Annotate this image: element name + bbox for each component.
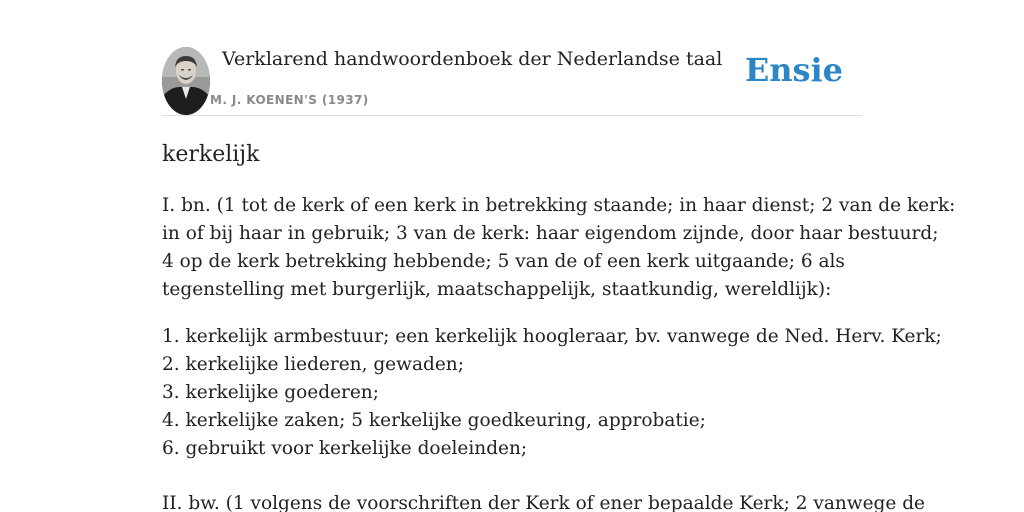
author-label: M. J. KOENEN'S (1937) — [210, 93, 369, 107]
example-item: 3. kerkelijke goederen; — [162, 382, 379, 403]
headword: kerkelijk — [162, 142, 260, 167]
entry-content — [162, 192, 956, 512]
header — [162, 46, 862, 116]
author-portrait — [162, 47, 210, 115]
portrait-image — [162, 47, 210, 115]
definition-2-line: II. bw. (1 volgens de voorschriften der Kerk of ener bepaalde Kerk; 2 vanwege de — [162, 493, 926, 512]
example-item: 2. kerkelijke liederen, gewaden; — [162, 354, 464, 375]
ensie-logo-link[interactable]: Ensie — [744, 51, 843, 89]
example-item: 6. gebruikt voor kerkelijke doeleinden; — [162, 438, 528, 459]
definition-1-line: 4 op de kerk betrekking hebbende; 5 van de of een kerk uitgaande; 6 als — [162, 251, 845, 272]
book-title: Verklarend handwoordenboek der Nederlandse taal — [222, 48, 723, 70]
examples-list — [162, 323, 942, 463]
example-item: 4. kerkelijke zaken; 5 kerkelijke goedkeuring, approbatie; — [162, 410, 706, 431]
definition-1-line: I. bn. (1 tot de kerk of een kerk in betrekking staande; in haar dienst; 2 van de kerk: — [162, 195, 956, 216]
definition-1-line: tegenstelling met burgerlijk, maatschappelijk, staatkundig, wereldlijk): — [162, 279, 832, 300]
example-item: 1. kerkelijk armbestuur; een kerkelijk hoogleraar, bv. vanwege de Ned. Herv. Kerk; — [162, 326, 942, 347]
definition-1-line: in of bij haar in gebruik; 3 van de kerk: haar eigendom zijnde, door haar bestuurd; — [162, 223, 939, 244]
